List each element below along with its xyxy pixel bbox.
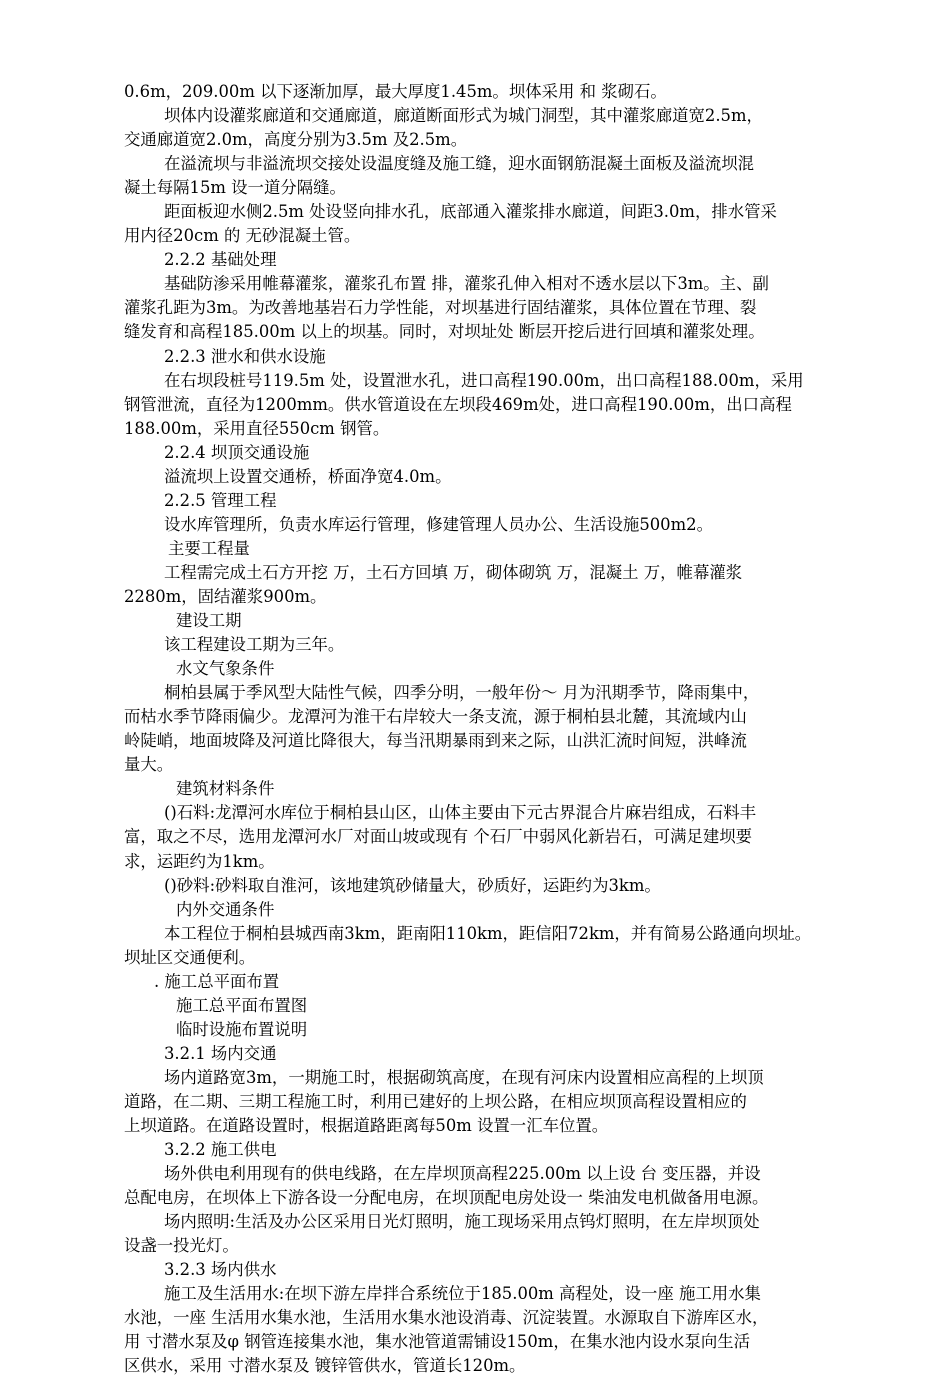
section-heading: 内外交通条件 [176,899,275,919]
text-line: 在右坝段桩号119.5m 处，设置泄水孔，进口高程190.00m，出口高程188.00m，采用 [164,370,804,390]
section-heading: 建筑材料条件 [176,779,275,799]
text-line: 基础防渗采用帷幕灌浆，灌浆孔布置 排，灌浆孔伸入相对不透水层以下3m。主、副 [164,274,769,294]
text-line: 坝址区交通便利。 [124,947,256,967]
text-line: 桐柏县属于季风型大陆性气候，四季分明，一般年份～ 月为汛期季节，降雨集中， [164,683,760,703]
text-line: 钢管泄流，直径为1200mm。供水管道设在左坝段469m处，进口高程190.00m，出口高程 [124,394,792,414]
text-line: 而枯水季节降雨偏少。龙潭河为淮干右岸较大一条支流，源于桐柏县北麓，其流域内山 [124,707,747,727]
text-line: 188.00m，采用直径550cm 钢管。 [124,418,390,438]
text-line: 缝发育和高程185.00m 以上的坝基。同时，对坝址处 断层开挖后进行回填和灌浆处理。 [124,322,765,342]
text-line: ()石料:龙潭河水库位于桐柏县山区，山体主要由下元古界混合片麻岩组成，石料丰 [164,803,756,823]
section-heading: 2.2.2 基础处理 [164,250,277,270]
text-line: 水池，一座 生活用水集水池，生活用水集水池设消毒、沉淀装置。水源取自下游库区水， [124,1308,769,1328]
text-line: 交通廊道宽2.0m，高度分别为3.5m 及2.5m。 [124,130,468,150]
section-heading: 2.2.4 坝顶交通设施 [164,442,310,462]
text-line: 场内道路宽3m，一期施工时，根据砌筑高度，在现有河床内设置相应高程的上坝顶 [164,1067,764,1087]
text-line: 在溢流坝与非溢流坝交接处设温度缝及施工缝，迎水面钢筋混凝土面板及溢流坝混 [164,154,755,174]
section-heading: 建设工期 [176,611,242,631]
section-heading: 3.2.2 施工供电 [164,1140,277,1160]
text-line: 用内径20cm 的 无砂混凝土管。 [124,226,361,246]
section-heading: 临时设施布置说明 [176,1019,308,1039]
section-heading: 2.2.5 管理工程 [164,490,277,510]
text-line: 场外供电利用现有的供电线路，在左岸坝顶高程225.00m 以上设 台 变压器，并设 [164,1164,761,1184]
text-line: 2280m，固结灌浆900m。 [124,586,327,606]
text-line: 距面板迎水侧2.5m 处设竖向排水孔，底部通入灌浆排水廊道，间距3.0m，排水管采 [164,202,777,222]
text-line: 求，运距约为1km。 [124,851,275,871]
text-line: 设盏一投光灯。 [124,1236,239,1256]
section-heading: 3.2.3 场内供水 [164,1260,277,1280]
text-line: 量大。 [124,755,174,775]
text-line: 道路，在二期、三期工程施工时，利用已建好的上坝公路，在相应坝顶高程设置相应的 [124,1091,747,1111]
text-line: 总配电房，在坝体上下游各设一分配电房，在坝顶配电房处设一 柴油发电机做备用电源。 [124,1188,769,1208]
text-line: 该工程建设工期为三年。 [164,635,345,655]
text-line: 0.6m，209.00m 以下逐渐加厚，最大厚度1.45m。坝体采用 和 浆砌石。 [124,82,667,101]
text-line: 用 寸潜水泵及φ 钢管连接集水池，集水池管道需铺设150m，在集水池内设水泵向生活 [124,1332,751,1352]
section-heading: . 施工总平面布置 [154,971,280,991]
text-line: 上坝道路。在道路设置时，根据道路距离每50m 设置一汇车位置。 [124,1116,609,1136]
text-line: 本工程位于桐柏县城西南3km，距南阳110km，距信阳72km，并有简易公路通向坝址。 [164,923,812,943]
text-line: 施工及生活用水:在坝下游左岸拌合系统位于185.00m 高程处，设一座 施工用水集 [164,1284,761,1304]
section-heading: 主要工程量 [168,538,250,558]
text-line: 溢流坝上设置交通桥，桥面净宽4.0m。 [164,466,452,486]
section-heading: 3.2.1 场内交通 [164,1043,277,1063]
text-line: 工程需完成土石方开挖 万，土石方回填 万，砌体砌筑 万，混凝土 万，帷幕灌浆 [164,562,743,582]
text-line: 场内照明:生活及办公区采用日光灯照明，施工现场采用点钨灯照明，在左岸坝顶处 [164,1212,760,1232]
text-line: 富，取之不尽，选用龙潭河水厂对面山坡或现有 个石厂中弱风化新岩石，可满足建坝要 [124,827,753,847]
section-heading: 水文气象条件 [176,659,275,679]
text-line: 岭陡峭，地面坡降及河道比降很大，每当汛期暴雨到来之际，山洪汇流时间短，洪峰流 [124,731,747,751]
section-heading: 施工总平面布置图 [176,995,308,1015]
section-heading: 2.2.3 泄水和供水设施 [164,346,326,366]
text-line: 凝土每隔15m 设一道分隔缝。 [124,178,346,198]
text-line: 区供水，采用 寸潜水泵及 镀锌管供水，管道长120m。 [124,1356,526,1376]
text-line: ()砂料:砂料取自淮河，该地建筑砂储量大，砂质好，运距约为3km。 [164,875,661,895]
text-line: 设水库管理所，负责水库运行管理，修建管理人员办公、生活设施500m2。 [164,514,713,534]
text-line: 坝体内设灌浆廊道和交通廊道，廊道断面形式为城门洞型，其中灌浆廊道宽2.5m， [164,106,763,126]
text-line: 灌浆孔距为3m。为改善地基岩石力学性能，对坝基进行固结灌浆，具体位置在节理、裂 [124,298,757,318]
document-page [124,80,836,1379]
